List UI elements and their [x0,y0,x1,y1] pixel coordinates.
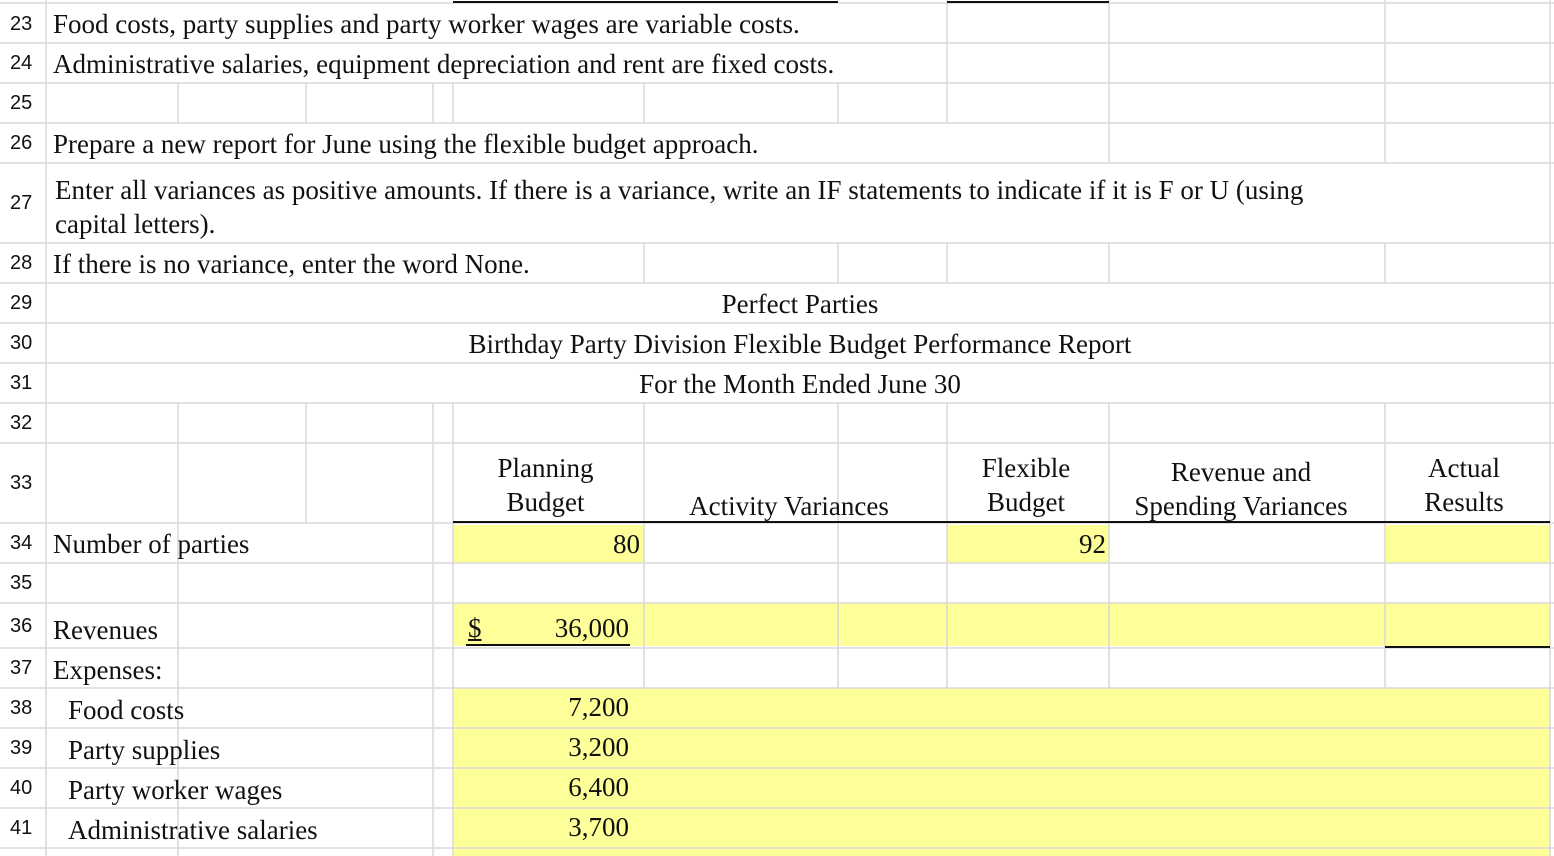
label-food-costs[interactable]: Food costs [68,695,185,725]
row-number-31[interactable]: 31 [10,372,33,394]
planning-revenues-value[interactable]: 36,000 [554,613,629,643]
header-activity-variances[interactable]: Activity Variances [689,491,889,521]
row-number-36[interactable]: 36 [10,615,33,637]
row-number-41[interactable]: 41 [10,817,33,839]
label-administrative-salaries[interactable]: Administrative salaries [68,815,318,845]
row-number-25[interactable]: 25 [10,92,33,114]
label-number-of-parties[interactable]: Number of parties [53,529,250,559]
cell-a27-instruction-line1[interactable]: Enter all variances as positive amounts. If there is a variance, write an IF statements to indicate if it is F or U (using [55,175,1304,205]
header-revenue-spending-variances[interactable] [1109,455,1373,523]
row-number-27[interactable]: 27 [10,192,33,214]
row-number-37[interactable]: 37 [10,657,33,679]
row-number-23[interactable]: 23 [10,13,33,35]
row-number-28[interactable]: 28 [10,252,33,274]
cell-a27-instruction-line2[interactable]: capital letters). [55,209,216,239]
row-number-38[interactable]: 38 [10,697,33,719]
actual-revenues-underline [1385,646,1550,648]
label-party-worker-wages[interactable]: Party worker wages [68,775,283,805]
cell-a26-instruction[interactable]: Prepare a new report for June using the flexible budget approach. [53,129,759,159]
header-planning-line2: Budget [506,487,585,517]
header-actual-line2: Results [1424,487,1504,517]
header-actual-line1: Actual [1428,453,1500,483]
row-number-34[interactable]: 34 [10,532,33,554]
row-number-32[interactable]: 32 [10,412,33,434]
planning-parties-value[interactable]: 80 [613,529,640,559]
row-number-39[interactable]: 39 [10,737,33,759]
report-title[interactable]: Birthday Party Division Flexible Budget Performance Report [468,329,1132,359]
cell-actual-parties[interactable] [1385,525,1550,563]
row-number-35[interactable]: 35 [10,572,33,594]
header-revenue-line1: Revenue and [1170,457,1312,487]
row-number-29[interactable]: 29 [10,292,33,314]
header-flexible-budget[interactable] [947,451,1105,519]
planning-party-supplies-value[interactable]: 3,200 [568,732,629,762]
planning-party-worker-wages-value[interactable]: 6,400 [568,772,629,802]
report-period[interactable]: For the Month Ended June 30 [639,369,961,399]
header-revenue-line2: Spending Variances [1134,491,1348,521]
header-planning-line1: Planning [497,453,594,483]
header-underline [453,521,1550,523]
row-number-26[interactable]: 26 [10,132,33,154]
label-revenues[interactable]: Revenues [53,615,158,645]
row-number-24[interactable]: 24 [10,52,33,74]
planning-revenues-underline [466,644,630,646]
planning-revenues-currency: $ [468,613,482,643]
row-number-40[interactable]: 40 [10,777,33,799]
label-expenses[interactable]: Expenses: [53,655,163,685]
row-number-30[interactable]: 30 [10,332,33,354]
cell-a23-variable-costs[interactable]: Food costs, party supplies and party worker wages are variable costs. [53,9,800,39]
row-number-33[interactable]: 33 [10,472,33,494]
header-actual-results[interactable] [1385,451,1543,519]
planning-administrative-salaries-value[interactable]: 3,700 [568,812,629,842]
header-flexible-line2: Budget [987,487,1065,517]
border-top-revenue [947,1,1109,3]
header-flexible-line1: Flexible [981,453,1071,483]
report-company-name[interactable]: Perfect Parties [721,289,879,319]
header-planning-budget[interactable] [453,451,638,519]
border-top-flexible [453,1,838,3]
cell-a28-instruction[interactable]: If there is no variance, enter the word None. [53,249,530,279]
label-party-supplies[interactable]: Party supplies [68,735,221,765]
flexible-parties-value[interactable]: 92 [1079,529,1106,559]
planning-food-costs-value[interactable]: 7,200 [568,692,629,722]
cell-a24-fixed-costs[interactable]: Administrative salaries, equipment depreciation and rent are fixed costs. [53,49,835,79]
